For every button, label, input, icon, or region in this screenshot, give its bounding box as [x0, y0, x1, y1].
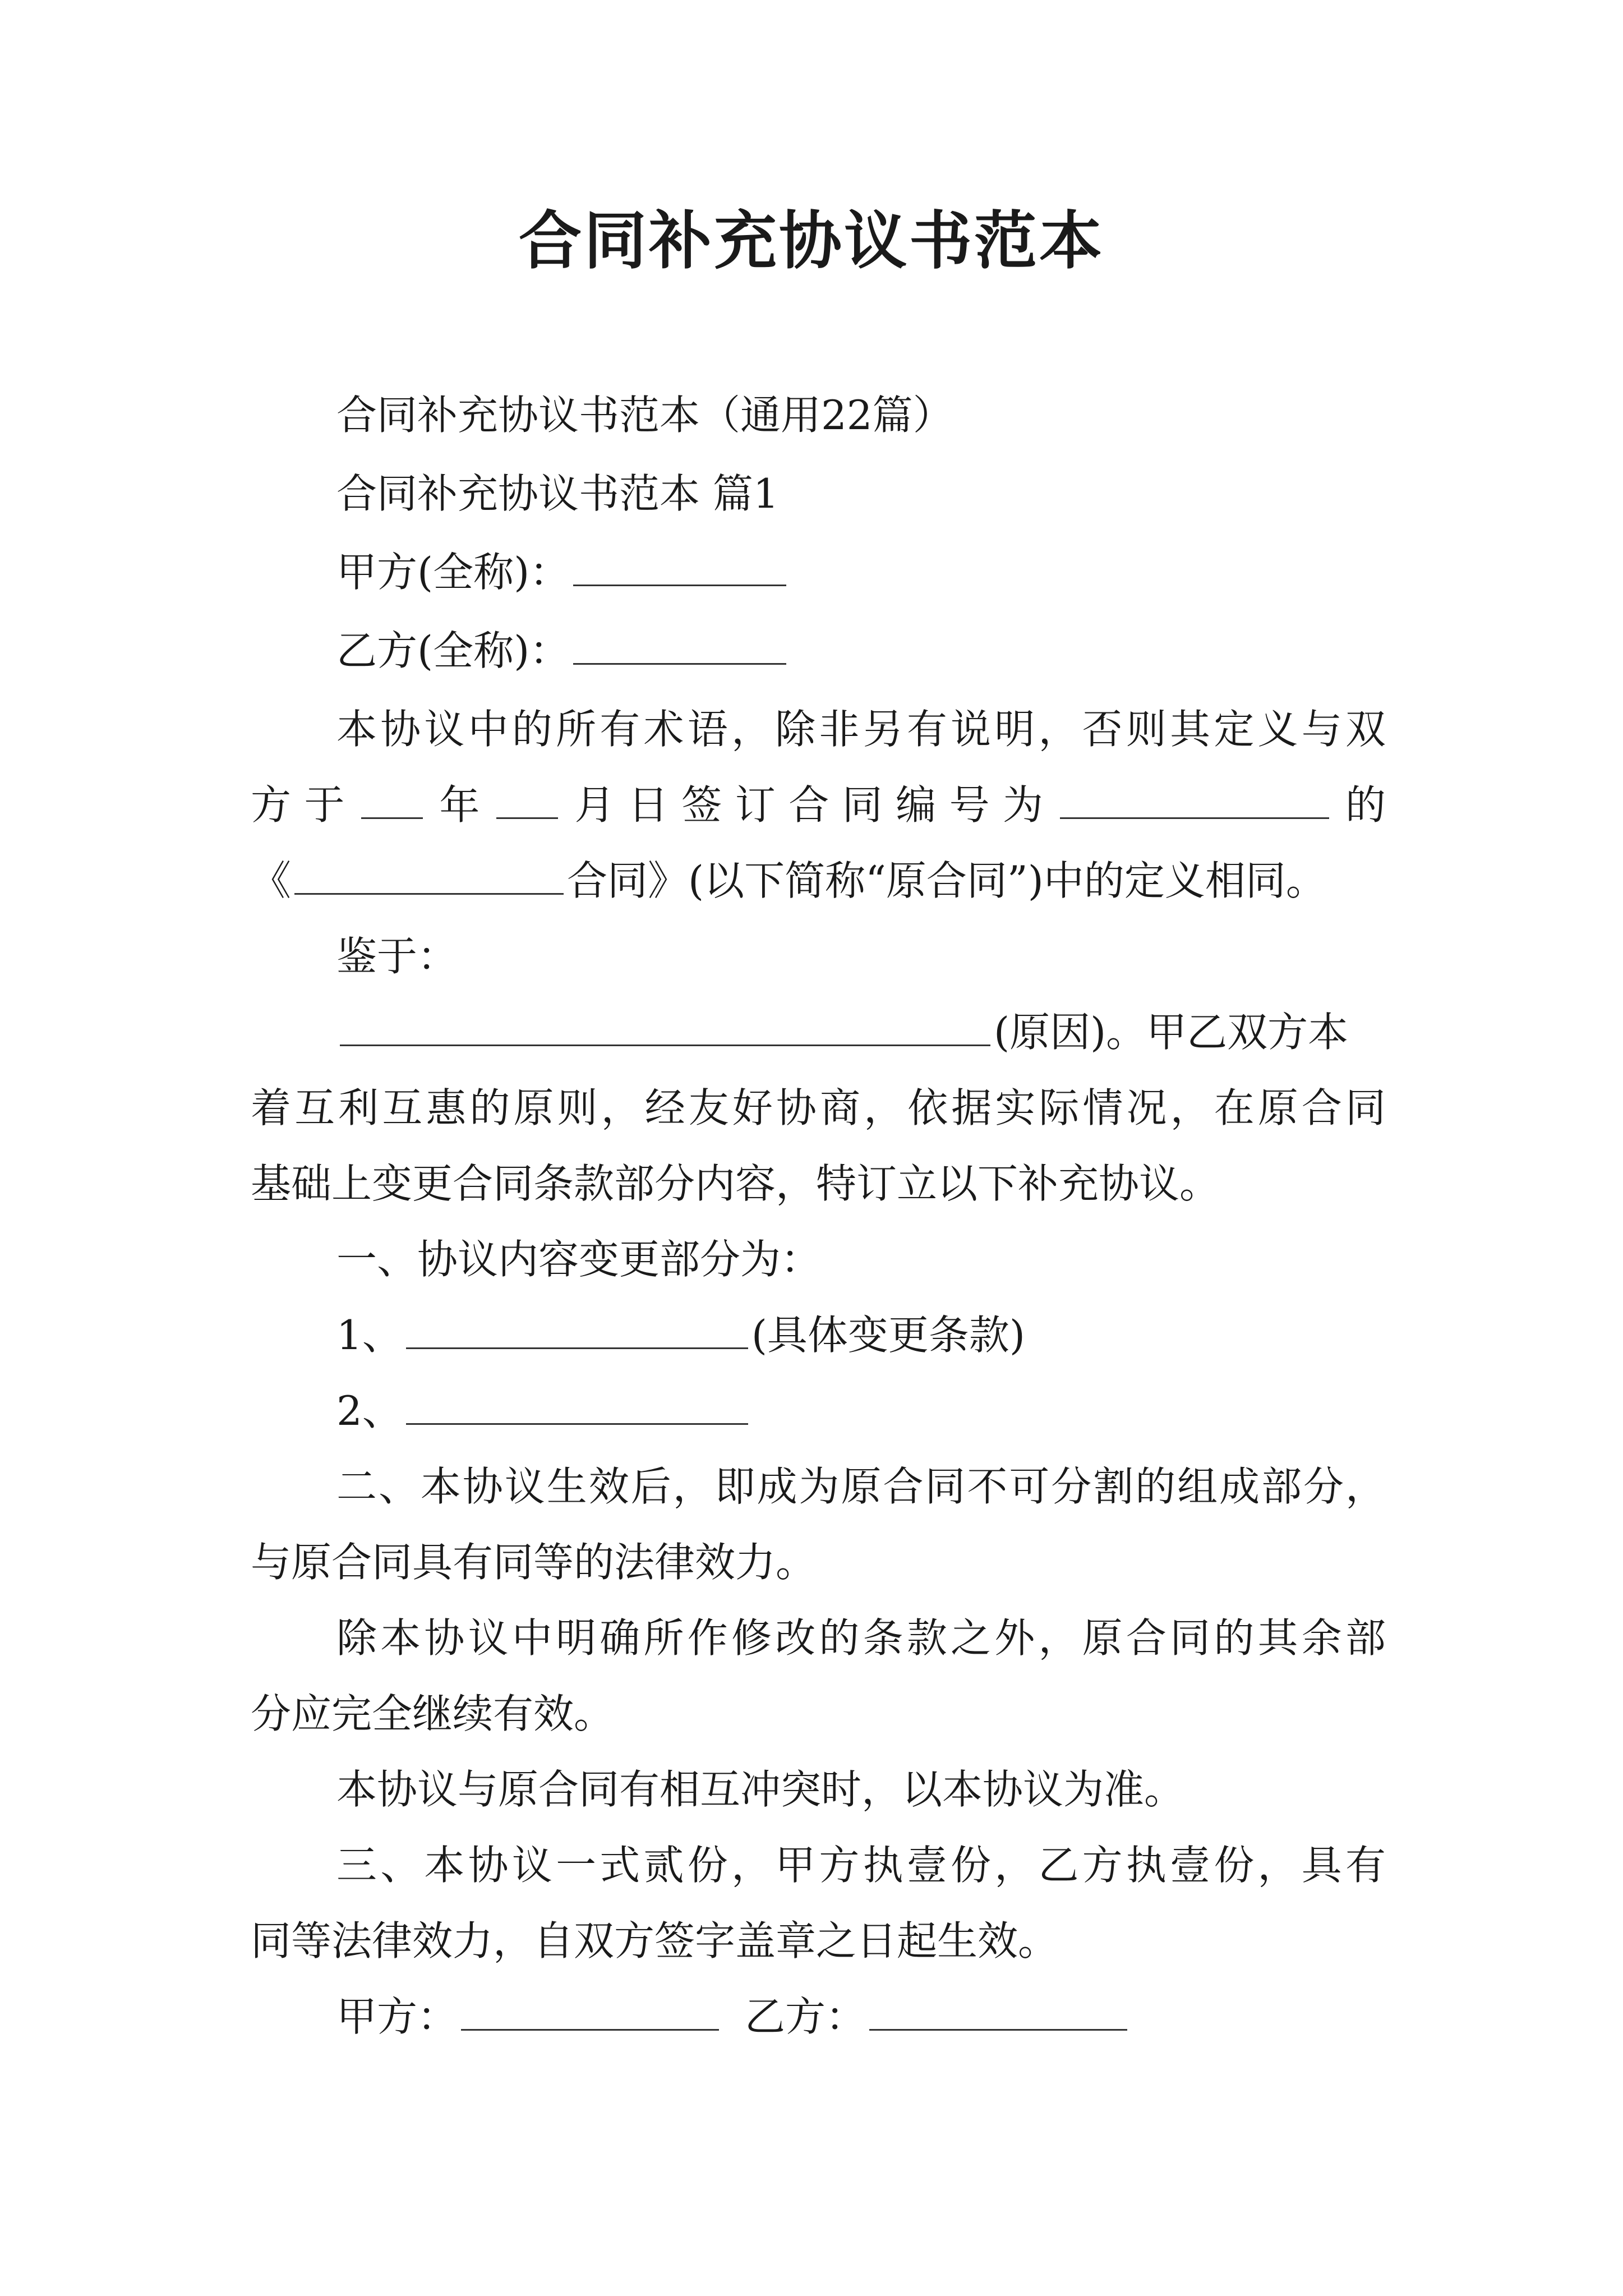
para1-text-f: 合同》(以下简称“原合同”)中的定义相同。	[567, 857, 1326, 904]
section-heading: 合同补充协议书范本 篇1	[336, 470, 779, 517]
item2-blank[interactable]	[406, 1384, 748, 1425]
sign-party-a-blank[interactable]	[461, 1990, 719, 2031]
item1-label: 1、	[336, 1312, 403, 1359]
party-a-fullname-label: 甲方(全称)：	[336, 549, 570, 596]
reason-blank[interactable]	[340, 1005, 990, 1046]
item2-row	[336, 1383, 1386, 1439]
year-blank[interactable]	[361, 778, 423, 819]
whereas-label: 鉴于：	[336, 933, 458, 980]
item1-blank[interactable]	[406, 1308, 748, 1349]
contract-number-blank[interactable]	[1060, 778, 1329, 819]
clause2-line2: 与原合同具有同等的法律效力。	[251, 1539, 817, 1586]
para1-line2	[251, 777, 1386, 833]
clause2-line1: 二、本协议生效后，即成为原合同不可分割的组成部分，	[336, 1463, 1386, 1510]
party-b-fullname-blank[interactable]	[573, 624, 786, 665]
contract-name-blank[interactable]	[294, 854, 564, 895]
para1-text-a: 方于	[251, 781, 358, 829]
item1-row	[336, 1307, 1386, 1363]
para4: 本协议与原合同有相互冲突时，以本协议为准。	[336, 1766, 1185, 1813]
para1-text-d: 的	[1332, 781, 1386, 829]
sign-party-b-label: 乙方：	[745, 1993, 866, 2040]
document-title: 合同补充协议书范本	[519, 204, 1104, 278]
para2-line3: 基础上变更合同条款部分内容，特订立以下补充协议。	[251, 1160, 1220, 1207]
para1-text-b: 年	[426, 781, 493, 829]
para3-line2: 分应完全继续有效。	[251, 1690, 615, 1737]
para1-line3	[251, 853, 1386, 909]
party-b-fullname-row	[336, 623, 1386, 679]
signature-row	[336, 1989, 1386, 2045]
clause3-line2: 同等法律效力，自双方签字盖章之日起生效。	[251, 1917, 1059, 1964]
document-subtitle: 合同补充协议书范本（通用22篇）	[336, 392, 953, 439]
para1-text-e: 《	[251, 857, 292, 904]
para3-line1: 除本协议中明确所作修改的条款之外，原合同的其余部	[336, 1614, 1386, 1662]
para2-line2: 着互利互惠的原则，经友好协商，依据实际情况，在原合同	[251, 1084, 1386, 1131]
party-b-fullname-label: 乙方(全称)：	[336, 627, 570, 674]
para1-text-c: 月日签订合同编号为	[561, 781, 1057, 829]
para2-text-a: (原因)。甲乙双方本	[994, 1009, 1349, 1056]
party-a-fullname-blank[interactable]	[573, 545, 786, 586]
para2-line1	[336, 1004, 1386, 1060]
sign-party-a-label: 甲方：	[336, 1993, 458, 2040]
sign-party-b-blank[interactable]	[869, 1990, 1127, 2031]
party-a-fullname-row	[336, 544, 1386, 600]
para1-line1: 本协议中的所有术语，除非另有说明，否则其定义与双	[336, 706, 1386, 753]
clause3-line1: 三、本协议一式贰份，甲方执壹份，乙方执壹份，具有	[336, 1842, 1386, 1889]
item2-label: 2、	[336, 1387, 403, 1434]
item1-tail: (具体变更条款)	[751, 1312, 1025, 1359]
clause1-heading: 一、协议内容变更部分为：	[336, 1236, 822, 1283]
month-blank[interactable]	[496, 778, 558, 819]
